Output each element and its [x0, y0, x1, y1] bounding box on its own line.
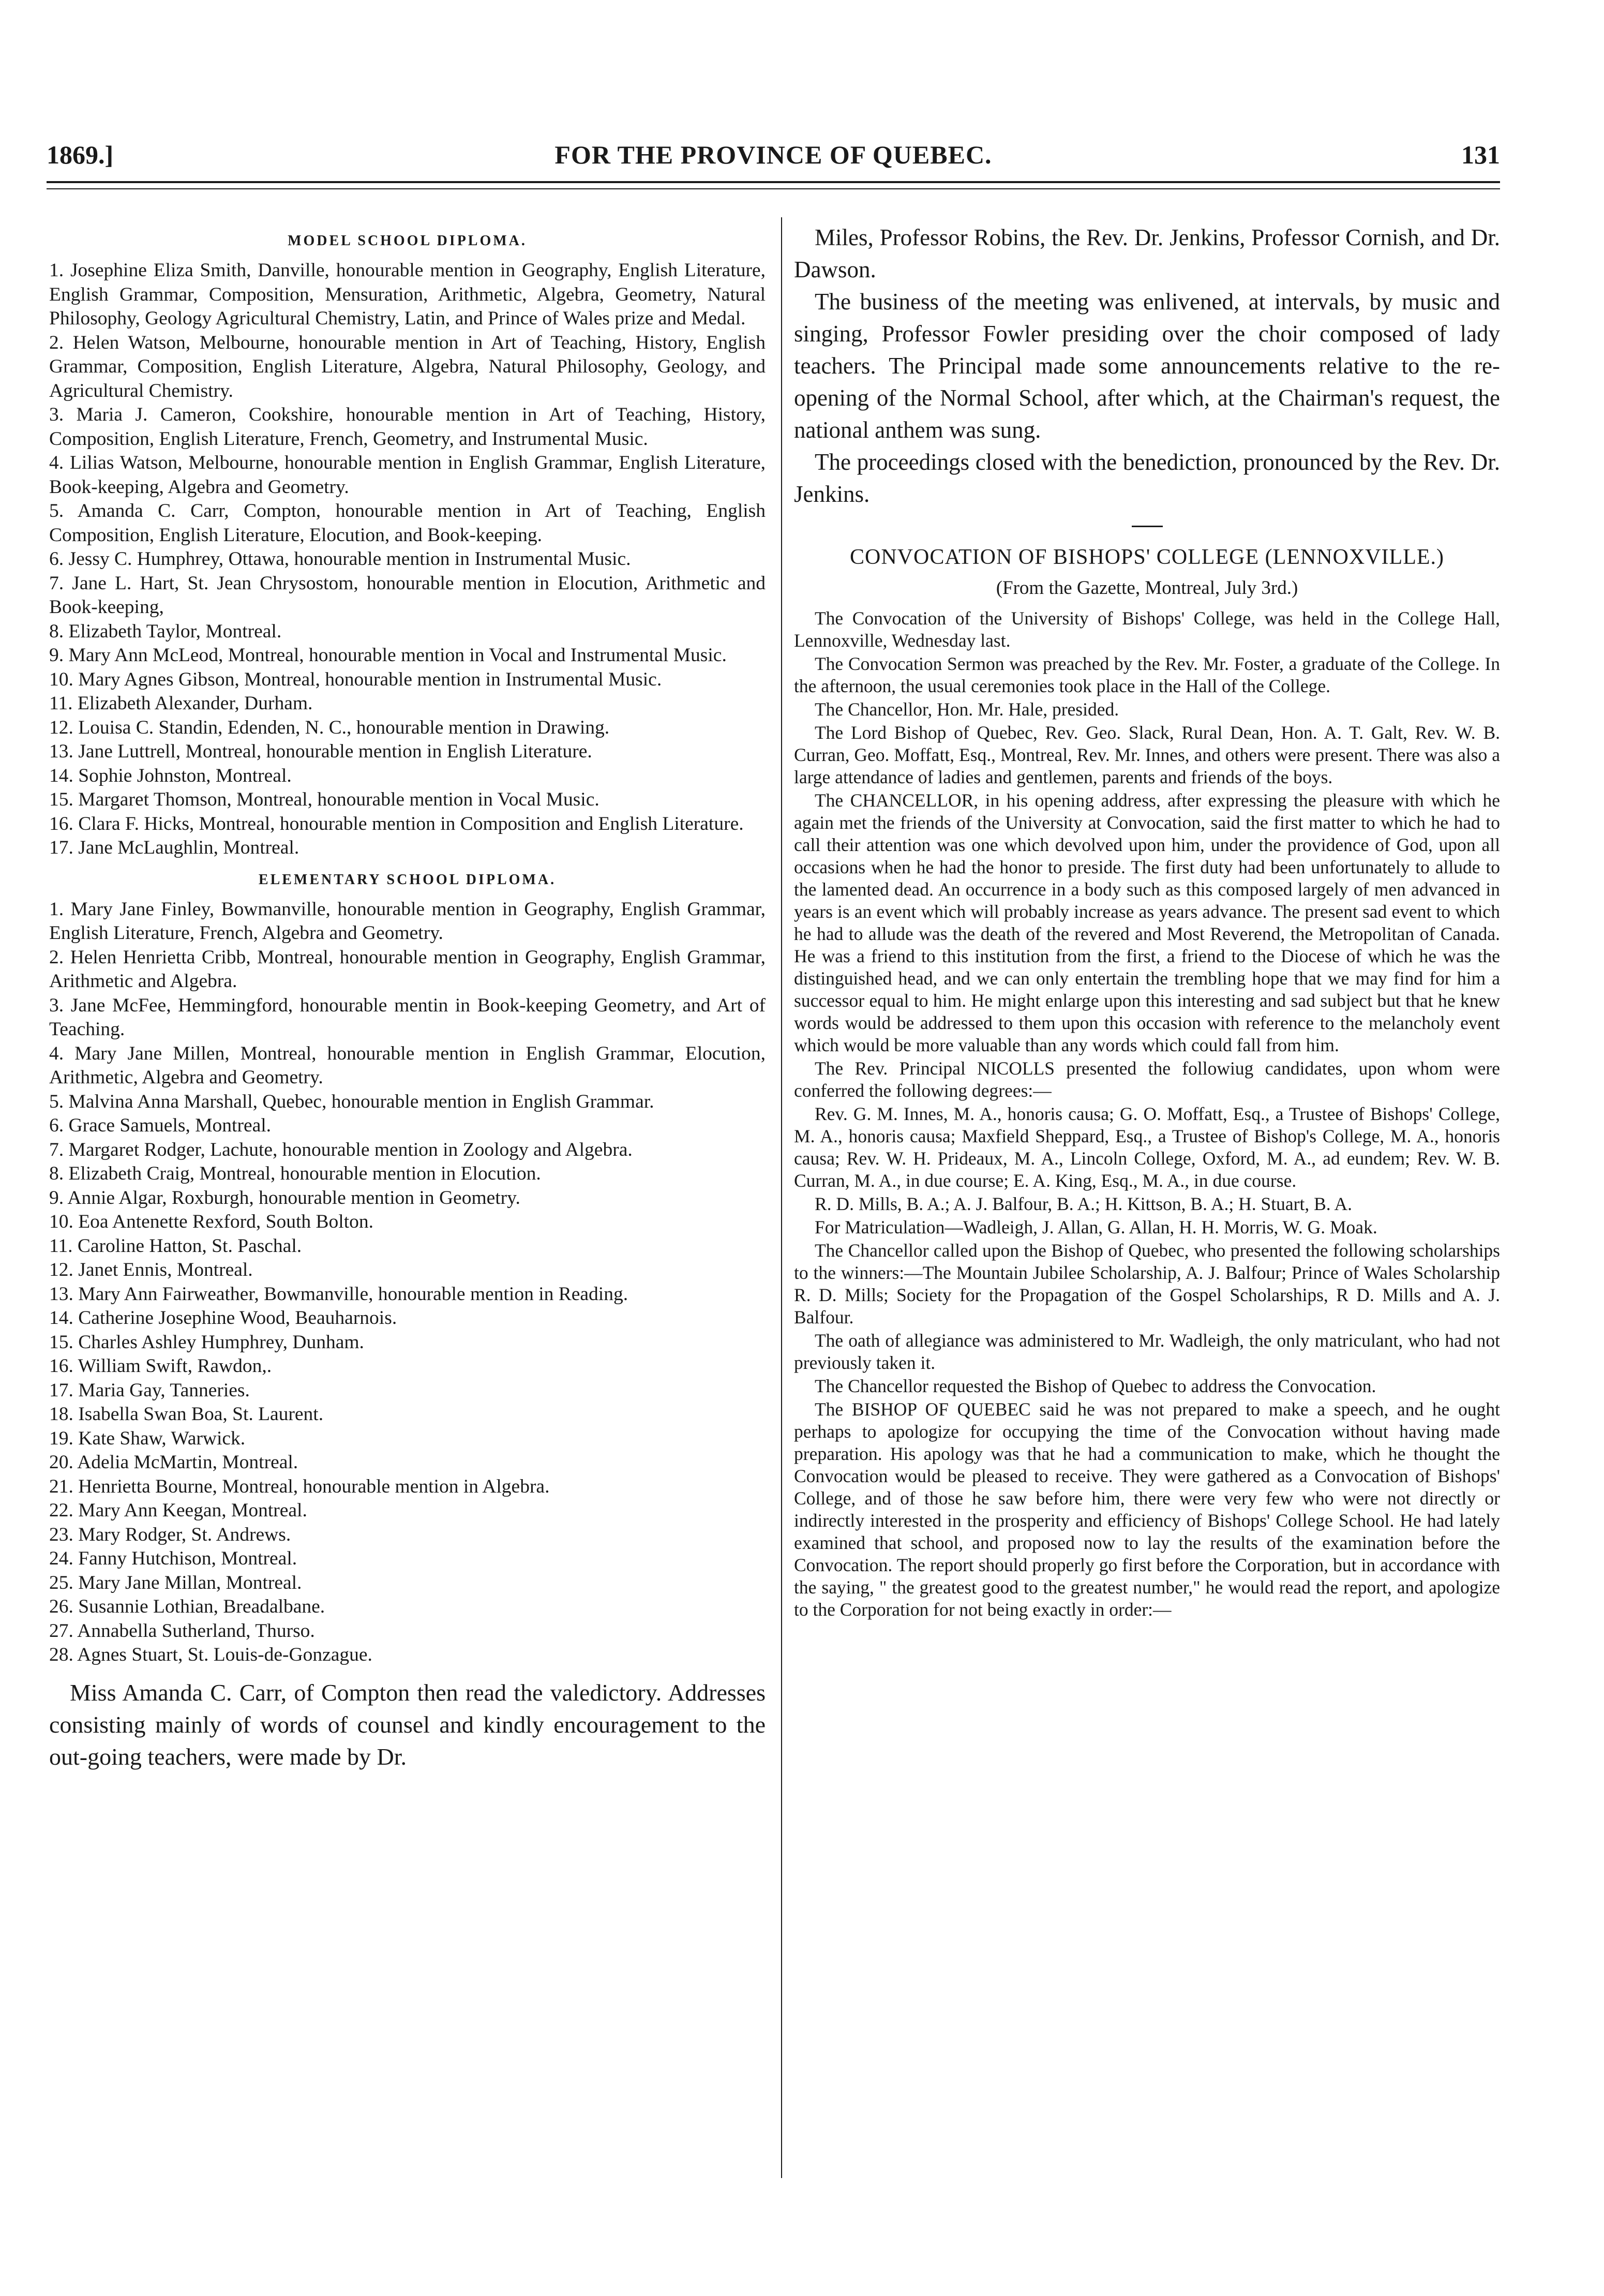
list-item: 6. Jessy C. Humphrey, Ottawa, honourable mention in Instrumental Music.: [49, 548, 631, 570]
paragraph: The Lord Bishop of Quebec, Rev. Geo. Slack, Rural Dean, Hon. A. T. Galt, Rev. W. B. Curran, Geo. Moffatt, Esq., Montreal, Rev. Mr. Innes, and others were present. There was also a large attendance of ladies and gentlemen, parents and friends of the boys.: [794, 722, 1500, 787]
list-item: 8. Elizabeth Taylor, Montreal.: [49, 620, 282, 642]
header-rule: [47, 181, 1500, 183]
paragraph: The oath of allegiance was administered to Mr. Wadleigh, the only matriculant, who had not previously taken it.: [794, 1330, 1500, 1373]
list-item: 3. Jane McFee, Hemmingford, honourable mentin in Book-keeping Geometry, and Art of Teaching.: [49, 994, 766, 1040]
list-item: 21. Henrietta Bourne, Montreal, honourable mention in Algebra.: [49, 1475, 550, 1497]
list-item: 11. Elizabeth Alexander, Durham.: [49, 693, 313, 714]
page-number: 131: [1461, 140, 1500, 169]
list-item: 12. Louisa C. Standin, Edenden, N. C., honourable mention in Drawing.: [49, 717, 610, 738]
valedictory-block: [49, 1677, 766, 1773]
list-item: 5. Amanda C. Carr, Compton, honourable mention in Art of Teaching, English Composition, English Literature, Elocution, and Book-keeping.: [49, 500, 766, 546]
column-divider: [781, 217, 782, 2178]
list-item: 22. Mary Ann Keegan, Montreal.: [49, 1500, 307, 1521]
paragraph: The proceedings closed with the benediction, pronounced by the Rev. Dr. Jenkins.: [794, 449, 1500, 507]
list-item: 19. Kate Shaw, Warwick.: [49, 1427, 246, 1449]
paragraph: The Convocation of the University of Bishops' College, was held in the College Hall, Lennoxville, Wednesday last.: [794, 608, 1500, 651]
paragraph: The business of the meeting was enlivened, at intervals, by music and singing, Professor Fowler presiding over the choir composed of lady teachers. The Principal made some announcements relative to the re-opening of the Normal School, after which, at the Chairman's request, the national anthem was sung.: [794, 289, 1500, 443]
list-item: 14. Sophie Johnston, Montreal.: [49, 765, 292, 786]
list-item: 27. Annabella Sutherland, Thurso.: [49, 1620, 315, 1642]
left-column: [49, 221, 766, 1773]
paragraph: Miles, Professor Robins, the Rev. Dr. Jenkins, Professor Cornish, and Dr. Dawson.: [794, 225, 1500, 282]
paragraph: The Rev. Principal NICOLLS presented the followiug candidates, upon whom were conferred the following degrees:—: [794, 1058, 1500, 1101]
list-item: 11. Caroline Hatton, St. Paschal.: [49, 1235, 302, 1257]
header-rule-thin: [47, 188, 1500, 189]
list-item: 18. Isabella Swan Boa, St. Laurent.: [49, 1404, 324, 1425]
list-item: 23. Mary Rodger, St. Andrews.: [49, 1524, 291, 1545]
convocation-title: CONVOCATION OF BISHOPS' COLLEGE (LENNOXVILLE.): [849, 545, 1444, 569]
list-item: 8. Elizabeth Craig, Montreal, honourable mention in Elocution.: [49, 1163, 541, 1184]
list-item: 24. Fanny Hutchison, Montreal.: [49, 1548, 297, 1569]
list-item: 13. Mary Ann Fairweather, Bowmanville, honourable mention in Reading.: [49, 1283, 628, 1305]
paragraph: Rev. G. M. Innes, M. A., honoris causa; G. O. Moffatt, Esq., a Trustee of Bishops' College, M. A., honoris causa; Maxfield Sheppard, Esq., a Trustee of Bishop's College, M. A., honoris causa; Rev. W. H. Prideaux, M. A., Lincoln College, Oxford, M. A., ad eundem; Rev. W. B. Curran, M. A., in due course; E. A. King, Esq., M. A., in due course.: [794, 1104, 1500, 1191]
list-item: 15. Charles Ashley Humphrey, Dunham.: [49, 1331, 364, 1353]
section-separator: [1132, 526, 1163, 527]
list-item: 3. Maria J. Cameron, Cookshire, honourable mention in Art of Teaching, History, Composition, English Literature, French, Geometry, and Instrumental Music.: [49, 404, 766, 450]
list-item: 5. Malvina Anna Marshall, Quebec, honourable mention in English Grammar.: [49, 1091, 654, 1112]
elementary-school-heading: ELEMENTARY SCHOOL DIPLOMA.: [258, 871, 557, 888]
list-item: 1. Josephine Eliza Smith, Danville, honourable mention in Geography, English Literature, English Grammar, Composition, Mensuration, Arithmetic, Algebra, Geometry, Natural Philosophy, Geology Agricultural Chemistry, Latin, and Prince of Wales prize and Medal.: [49, 260, 766, 329]
list-item: 26. Susannie Lothian, Breadalbane.: [49, 1596, 325, 1617]
model-school-heading: MODEL SCHOOL DIPLOMA.: [288, 233, 527, 249]
list-item: 17. Maria Gay, Tanneries.: [49, 1379, 250, 1401]
list-item: 16. William Swift, Rawdon,.: [49, 1355, 272, 1377]
paragraph: The Chancellor, Hon. Mr. Hale, presided.: [815, 699, 1119, 720]
paragraph: For Matriculation—Wadleigh, J. Allan, G. Allan, H. H. Morris, W. G. Moak.: [815, 1217, 1377, 1238]
list-item: 4. Mary Jane Millen, Montreal, honourable mention in English Grammar, Elocution, Arithmetic, Algebra and Geometry.: [49, 1042, 766, 1088]
list-item: 4. Lilias Watson, Melbourne, honourable mention in English Grammar, English Literature, Book-keeping, Algebra and Geometry.: [49, 452, 766, 498]
right-column: [794, 221, 1500, 1622]
list-item: 14. Catherine Josephine Wood, Beauharnois.: [49, 1307, 397, 1329]
list-item: 7. Jane L. Hart, St. Jean Chrysostom, honourable mention in Elocution, Arithmetic and Book-keeping,: [49, 572, 766, 618]
list-item: 17. Jane McLaughlin, Montreal.: [49, 837, 299, 858]
list-item: 7. Margaret Rodger, Lachute, honourable mention in Zoology and Algebra.: [49, 1139, 633, 1160]
list-item: 1. Mary Jane Finley, Bowmanville, honourable mention in Geography, English Grammar, English Literature, French, Algebra and Geometry.: [49, 898, 766, 944]
list-item: 10. Eoa Antenette Rexford, South Bolton.: [49, 1211, 374, 1232]
list-item: 16. Clara F. Hicks, Montreal, honourable mention in Composition and English Literature.: [49, 813, 744, 834]
list-item: 10. Mary Agnes Gibson, Montreal, honourable mention in Instrumental Music.: [49, 668, 662, 690]
paragraph: The CHANCELLOR, in his opening address, after expressing the pleasure with which he again met the friends of the University at Convocation, said the first matter to which he had to call their attention was one which devolved upon him, under the providence of God, upon all occasions when he had the honor to preside. The first duty had been unfortunately to allude to the lamented dead. An occurrence in a body such as this composed largely of men advanced in years is an event which will probably increase as years advance. The present sad event to which he had to allude was the death of the revered and Most Reverend, the Metropolitan of Canada. He was a friend to this institution from the first, a friend to the Diocese of which he was the distinguished head, and we can only entertain the trembling hope that we may find for him a successor equal to him. He might enlarge upon this interesting and sad subject but that he knew words would be addressed to them upon this occasion with reference to the melancholy event which would be more valuable than any words which could fall from him.: [794, 790, 1500, 1055]
paragraph: The Chancellor requested the Bishop of Quebec to address the Convocation.: [815, 1376, 1376, 1396]
valedictory-paragraph: Miss Amanda C. Carr, of Compton then read the valedictory. Addresses consisting mainly of words of counsel and kindly encouragement to the out-going teachers, were made by Dr.: [49, 1679, 766, 1770]
list-item: 12. Janet Ennis, Montreal.: [49, 1259, 253, 1280]
paragraph: The Convocation Sermon was preached by the Rev. Mr. Foster, a graduate of the College. In the afternoon, the usual ceremonies took place in the Hall of the College.: [794, 653, 1500, 696]
list-item: 6. Grace Samuels, Montreal.: [49, 1115, 272, 1136]
paragraph: The BISHOP OF QUEBEC said he was not prepared to make a speech, and he ought perhaps to apologize for occupying the time of the Convocation without having made preparation. His apology was that he had a communication to make, which he thought the Convocation would be pleased to receive. They were gathered as a Convocation of Bishops' College, and of those he saw before him, there were very few who were not directly or indirectly interested in the prosperity and efficiency of Bishops' College School. He had lately examined that school, and proposed now to lay the results of the examination before the Convocation. The report should properly go first before the Corporation, but in accordance with the saying, " the greatest good to the greatest number," he would read the report, and apologize to the Corporation for not being exactly in order:—: [794, 1399, 1500, 1620]
list-item: 9. Annie Algar, Roxburgh, honourable mention in Geometry.: [49, 1187, 520, 1209]
list-item: 28. Agnes Stuart, St. Louis-de-Gonzague.: [49, 1644, 372, 1665]
header-title: FOR THE PROVINCE OF QUEBEC.: [554, 140, 992, 169]
list-item: 2. Helen Henrietta Cribb, Montreal, honourable mention in Geography, English Grammar, Arithmetic and Algebra.: [49, 946, 766, 992]
list-item: 9. Mary Ann McLeod, Montreal, honourable mention in Vocal and Instrumental Music.: [49, 645, 727, 666]
list-item: 20. Adelia McMartin, Montreal.: [49, 1452, 298, 1473]
list-item: 15. Margaret Thomson, Montreal, honourable mention in Vocal Music.: [49, 789, 599, 810]
closing-paragraphs: [794, 221, 1500, 510]
model-school-list: [49, 259, 766, 860]
paragraph: R. D. Mills, B. A.; A. J. Balfour, B. A.; H. Kittson, B. A.; H. Stuart, B. A.: [815, 1194, 1353, 1214]
paragraph: The Chancellor called upon the Bishop of Quebec, who presented the following scholarships to the winners:—The Mountain Jubilee Scholarship, A. J. Balfour; Prince of Wales Scholarship R. D. Mills; Society for the Propagation of the Gospel Scholarships, R D. Mills and A. J. Balfour.: [794, 1240, 1500, 1328]
convocation-article: [794, 607, 1500, 1621]
header-year: 1869.]: [47, 140, 114, 169]
convocation-source: (From the Gazette, Montreal, July 3rd.): [996, 577, 1298, 599]
list-item: 13. Jane Luttrell, Montreal, honourable mention in English Literature.: [49, 741, 592, 762]
elementary-school-list: [49, 898, 766, 1667]
list-item: 2. Helen Watson, Melbourne, honourable mention in Art of Teaching, History, English Grammar, Composition, English Literature, Algebra, Natural Philosophy, Geology, and Agricultural Chemistry.: [49, 332, 766, 401]
list-item: 25. Mary Jane Millan, Montreal.: [49, 1572, 302, 1593]
running-head: [47, 140, 1500, 171]
